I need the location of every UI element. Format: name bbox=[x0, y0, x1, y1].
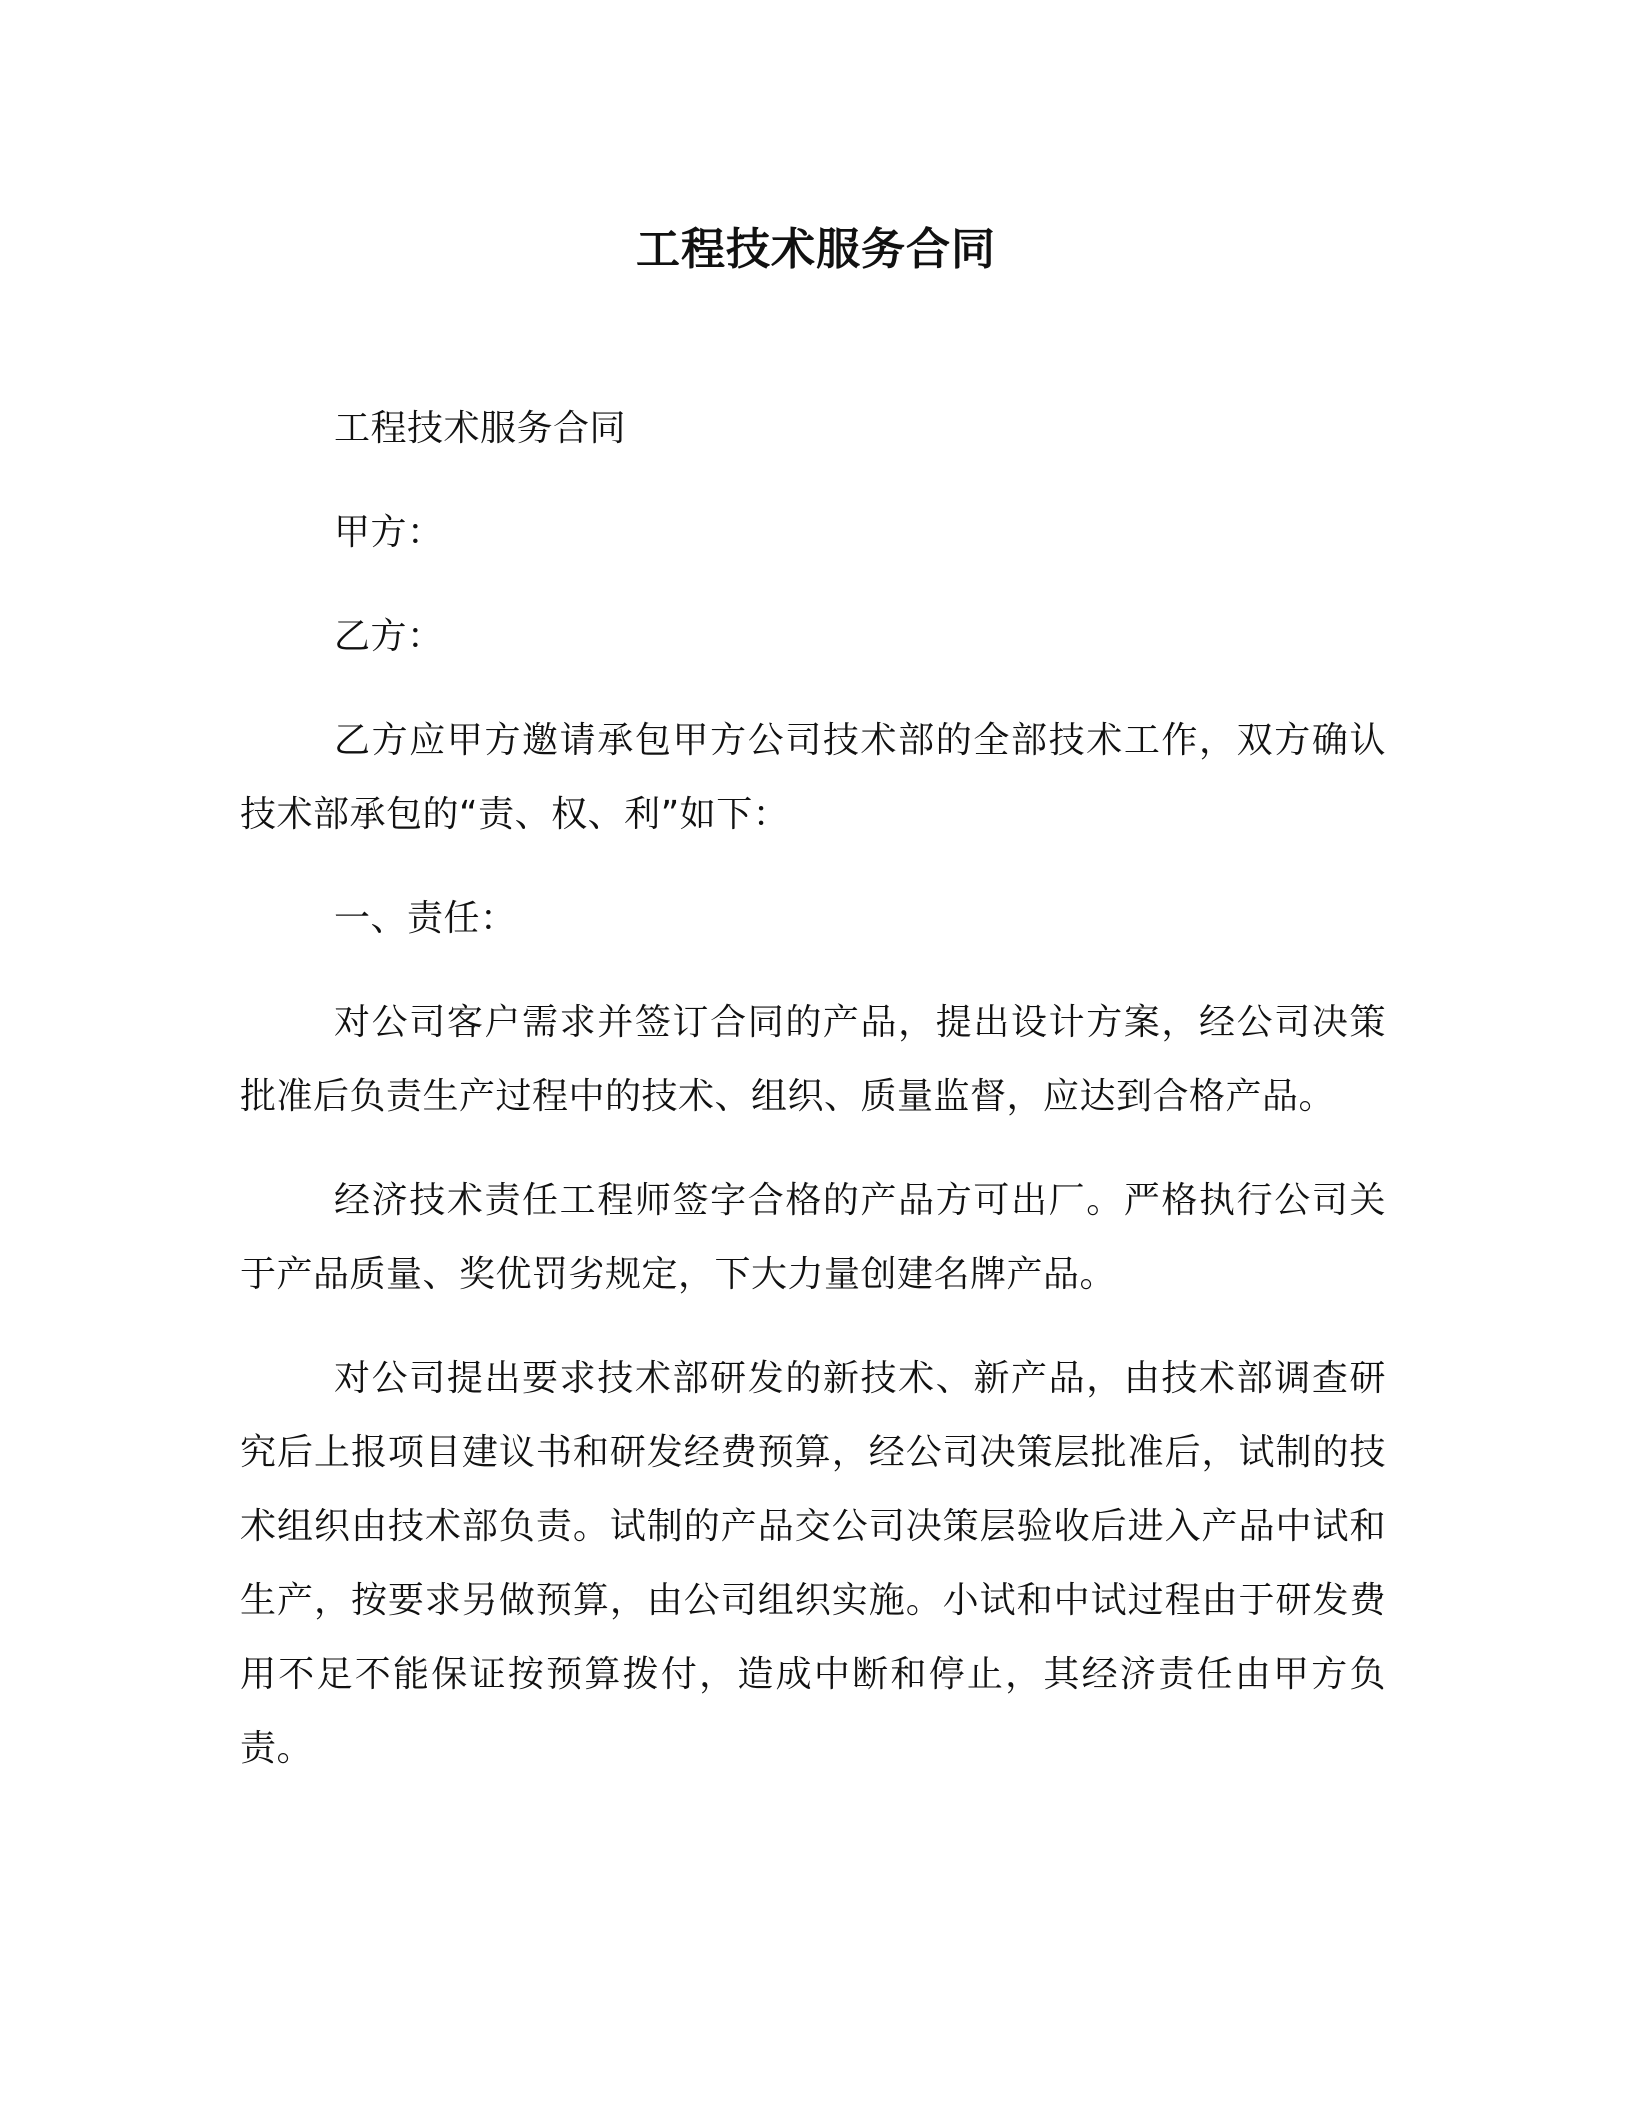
paragraph-responsibility-3: 对公司提出要求技术部研发的新技术、新产品，由技术部调查研究后上报项目建议书和研发经费预算，经公司决策层批准后，试制的技术组织由技术部负责。试制的产品交公司决策层验收后进入产品中试和生产，按要求另做预算，由公司组织实施。小试和中试过程由于研发费用不足不能保证按预算拨付，造成中断和停止，其经济责任由甲方负责。 bbox=[240, 1358, 1386, 1769]
section-heading-responsibility: 一、责任： bbox=[334, 898, 517, 939]
paragraph-responsibility-1: 对公司客户需求并签订合同的产品，提出设计方案，经公司决策批准后负责生产过程中的技术、组织、质量监督，应达到合格产品。 bbox=[240, 1002, 1386, 1117]
paragraph-responsibility-2: 经济技术责任工程师签字合格的产品方可出厂。严格执行公司关于产品质量、奖优罚劣规定，下大力量创建名牌产品。 bbox=[240, 1180, 1386, 1295]
paragraph-party-b: 乙方： bbox=[334, 616, 444, 657]
paragraph-subtitle: 工程技术服务合同 bbox=[334, 408, 627, 449]
paragraph-party-a: 甲方： bbox=[334, 512, 444, 553]
paragraph-intro: 乙方应甲方邀请承包甲方公司技术部的全部技术工作，双方确认技术部承包的“责、权、利”如下： bbox=[240, 720, 1386, 835]
document-title: 工程技术服务合同 bbox=[636, 224, 996, 275]
document-body bbox=[240, 392, 1386, 1816]
